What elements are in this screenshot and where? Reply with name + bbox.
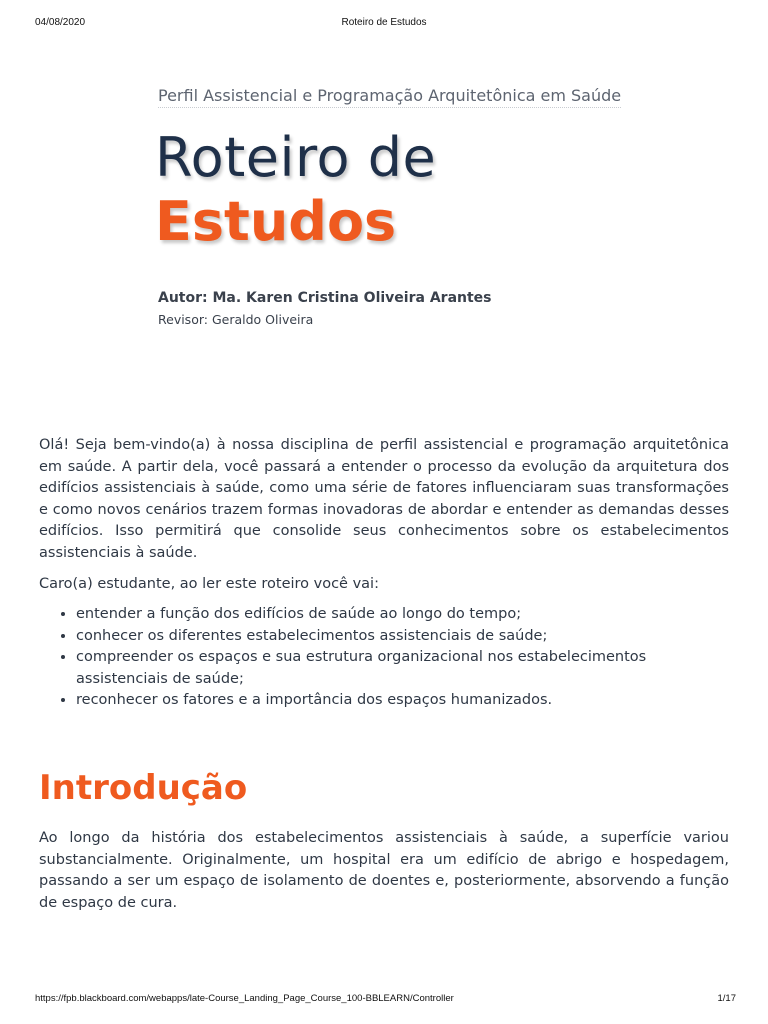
print-title: Roteiro de Estudos: [341, 17, 427, 28]
cover-title-line2: Estudos: [155, 190, 397, 253]
print-footer: [35, 993, 736, 1007]
welcome-paragraph: Olá! Seja bem-vindo(a) à nossa disciplina de perfil assistencial e programação arquitetônica em saúde. A partir dela, você passará a entender o processo da evolução da arquitetura dos edifícios assistenciais à saúde, como uma série de fatores influenciaram suas transformações e como novos cenários trazem formas inovadoras de abordar e entender as demandas desses edifícios. Isso permitirá que consolide seus conhecimentos sobre os estabelecimentos assistenciais à saúde.: [39, 437, 729, 561]
cover-title-line1: Roteiro de: [155, 126, 437, 189]
author-credit: Autor: Ma. Karen Cristina Oliveira Arantes: [158, 290, 492, 306]
course-name: Perfil Assistencial e Programação Arquitetônica em Saúde: [158, 86, 621, 108]
goals-list: [39, 604, 729, 712]
list-item: • entender a função dos edifícios de saúde ao longo do tempo;: [76, 604, 729, 626]
list-item: • conhecer os diferentes estabelecimentos assistenciais de saúde;: [76, 626, 729, 648]
section-heading: Introdução: [39, 768, 248, 808]
cover-title: [155, 126, 436, 254]
page-url: https://fpb.blackboard.com/webapps/late-Course_Landing_Page_Course_100-BBLEARN/Controller: [35, 993, 454, 1004]
list-intro: Caro(a) estudante, ao ler este roteiro você vai:: [39, 576, 379, 592]
history-paragraph: Ao longo da história dos estabelecimentos assistenciais à saúde, a superfície variou substancialmente. Originalmente, um hospital era um edifício de abrigo e hospedagem, passando a ser um espaço de isolamento de doentes e, posteriormente, absorvendo a função de espaço de cura.: [39, 830, 729, 911]
page-number: 1/17: [717, 993, 736, 1004]
list-item: • reconhecer os fatores e a importância dos espaços humanizados.: [76, 690, 729, 712]
reviewer-credit: Revisor: Geraldo Oliveira: [158, 312, 314, 327]
print-header: [35, 17, 733, 31]
print-date: 04/08/2020: [35, 17, 86, 28]
list-item: • compreender os espaços e sua estrutura organizacional nos estabelecimentos assistenciais de saúde;: [76, 647, 729, 690]
